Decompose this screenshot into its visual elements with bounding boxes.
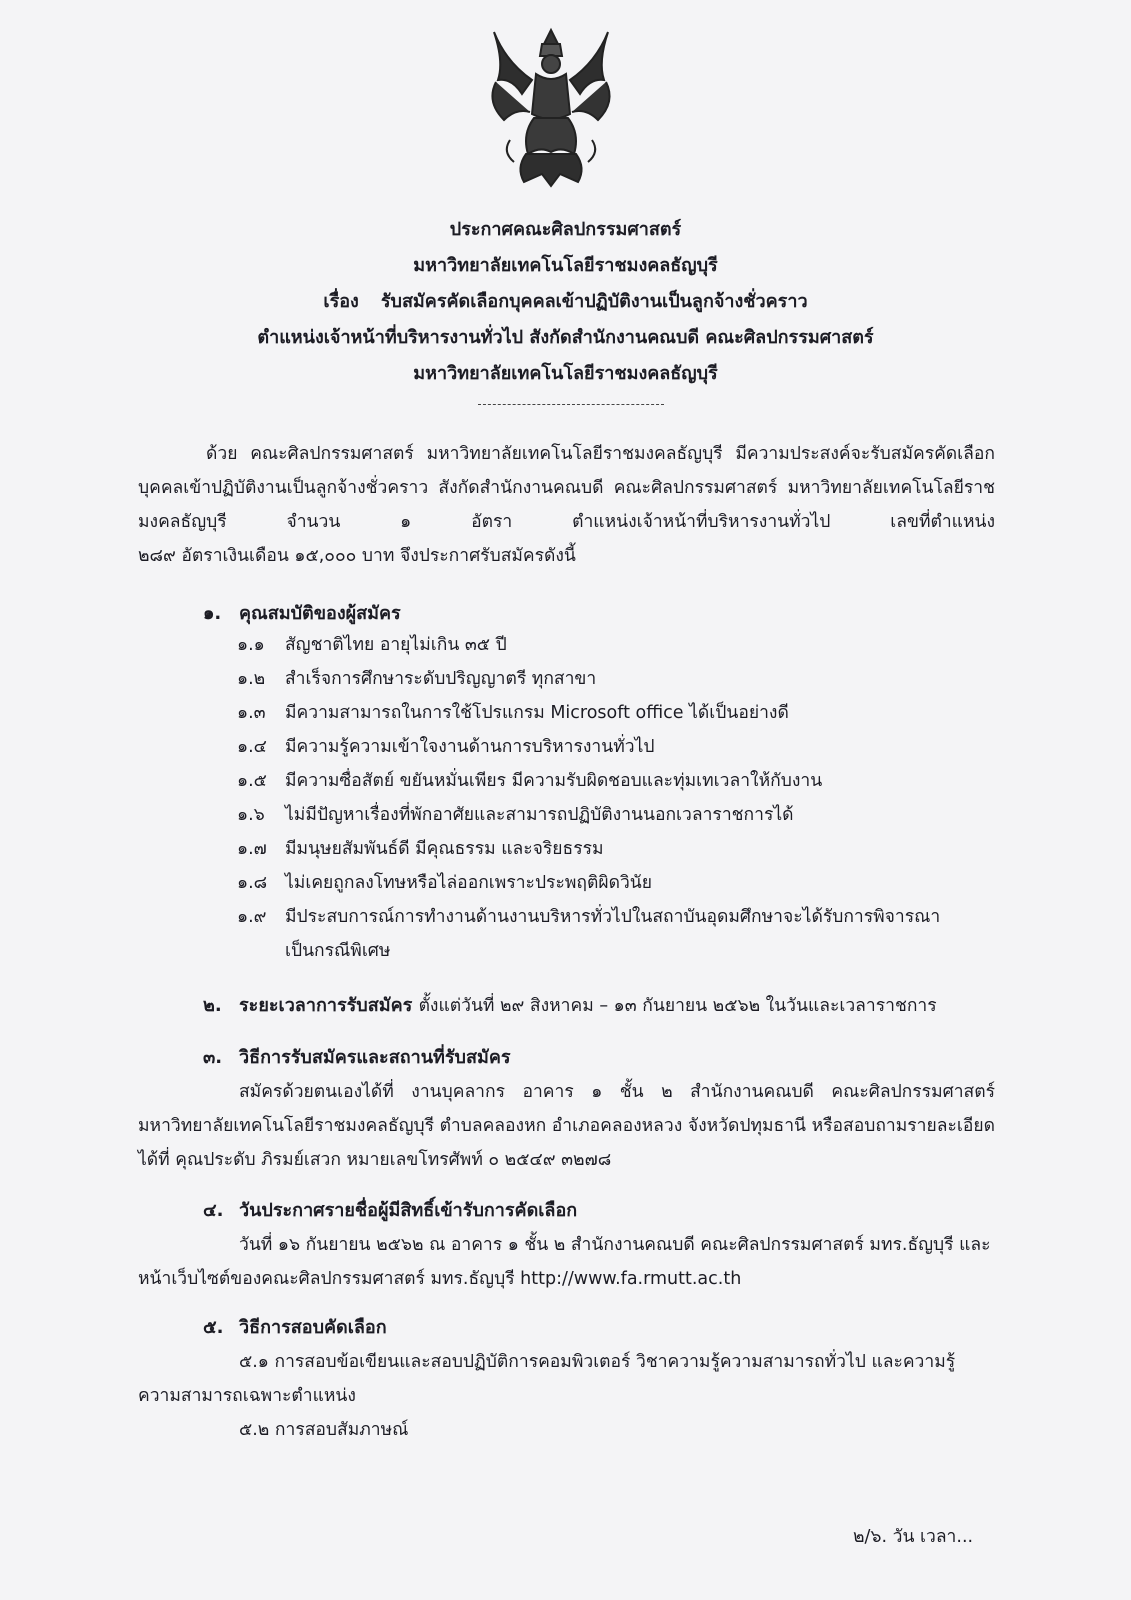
- qualification-item: [237, 628, 982, 662]
- item-text: มีมนุษยสัมพันธ์ดี มีคุณธรรม และจริยธรรม: [285, 839, 604, 859]
- item-number: ๑.๓: [237, 703, 266, 723]
- section-2-text: ตั้งแต่วันที่ ๒๙ สิงหาคม – ๑๓ กันยายน ๒๕๖๒ ในวันและเวลาราชการ: [418, 996, 937, 1016]
- item-text: สัญชาติไทย อายุไม่เกิน ๓๕ ปี: [285, 635, 507, 655]
- heading-announcement: ประกาศคณะศิลปกรรมศาสตร์: [449, 219, 682, 240]
- intro-paragraph: [138, 437, 995, 573]
- qualification-item: [237, 900, 982, 968]
- item-number: ๑.๒: [237, 669, 266, 689]
- qualification-item: [237, 832, 982, 866]
- divider: [478, 404, 664, 405]
- section-2-title: [203, 990, 1003, 1019]
- item-number: ๑.๖: [237, 805, 265, 825]
- section-4-number: ๔.: [203, 1200, 224, 1221]
- intro-text: ด้วย คณะศิลปกรรมศาสตร์ มหาวิทยาลัยเทคโนโลยีราชมงคลธัญบุรี มีความประสงค์จะรับสมัครคัดเลือกบุคคลเข้าปฏิบัติงานเป็นลูกจ้างชั่วคราว สังกัดสำนักงานคณบดี คณะศิลปกรรมศาสตร์ มหาวิทยาลัยเทคโนโลยีราชมงคลธัญบุรี จำนวน ๑ อัตรา ตำแหน่งเจ้าหน้าที่บริหารงานทั่วไป เลขที่ตำแหน่ง: [138, 444, 995, 532]
- item-text: ไม่มีปัญหาเรื่องที่พักอาศัยและสามารถปฏิบัติงานนอกเวลาราชการได้: [285, 805, 794, 825]
- item-number: ๑.๕: [237, 771, 267, 791]
- page-continuation: ๒/๖. วัน เวลา...: [853, 1527, 974, 1547]
- section-3-label: วิธีการรับสมัครและสถานที่รับสมัคร: [239, 1047, 511, 1068]
- garuda-emblem: [476, 22, 626, 190]
- section-3-title: [203, 1042, 511, 1071]
- section-5-title: [203, 1312, 387, 1341]
- item-text: มีความรู้ความเข้าใจงานด้านการบริหารงานทั่วไป: [285, 737, 655, 757]
- section-5-number: ๕.: [203, 1317, 224, 1338]
- item-text-continued: เป็นกรณีพิเศษ: [285, 941, 391, 961]
- item-text: ไม่เคยถูกลงโทษหรือไล่ออกเพราะประพฤติผิดวินัย: [285, 873, 653, 893]
- subject-label: เรื่อง: [323, 291, 359, 312]
- section-4-label: วันประกาศรายชื่อผู้มีสิทธิ์เข้ารับการคัดเลือก: [239, 1200, 578, 1221]
- item-number: ๑.๗: [237, 839, 267, 859]
- item-text: มีความซื่อสัตย์ ขยันหมั่นเพียร มีความรับผิดชอบและทุ่มเทเวลาให้กับงาน: [285, 771, 823, 791]
- section-1-number: ๑.: [203, 603, 222, 624]
- heading-position: ตำแหน่งเจ้าหน้าที่บริหารงานทั่วไป สังกัดสำนักงานคณบดี คณะศิลปกรรมศาสตร์: [257, 327, 874, 348]
- heading-subject: [120, 284, 1011, 320]
- item-number: ๑.๔: [237, 737, 267, 757]
- subject-text: รับสมัครคัดเลือกบุคคลเข้าปฏิบัติงานเป็นลูกจ้างชั่วคราว: [380, 291, 808, 312]
- section-3-number: ๓.: [203, 1047, 223, 1068]
- section-2-label: ระยะเวลาการรับสมัคร: [239, 995, 413, 1016]
- section-4-text: วันที่ ๑๖ กันยายน ๒๕๖๒ ณ อาคาร ๑ ชั้น ๒ สำนักงานคณบดี คณะศิลปกรรมศาสตร์ มทร.ธัญบุรี และ หน้าเว็บไซต์ของคณะศิลปกรรมศาสตร์ มทร.ธัญบุรี http://www.fa.rmutt.ac.th: [138, 1235, 991, 1289]
- heading-university-2: มหาวิทยาลัยเทคโนโลยีราชมงคลธัญบุรี: [413, 363, 718, 384]
- section-2-number: ๒.: [203, 995, 222, 1016]
- item-number: ๑.๑: [237, 635, 265, 655]
- item-number: ๑.๙: [237, 907, 267, 927]
- qualification-item: [237, 662, 982, 696]
- item-number: ๑.๘: [237, 873, 268, 893]
- section-4-title: [203, 1195, 577, 1224]
- section-5-item-2: ๕.๒ การสอบสัมภาษณ์: [239, 1420, 409, 1440]
- qualification-item: [237, 764, 982, 798]
- heading-university: มหาวิทยาลัยเทคโนโลยีราชมงคลธัญบุรี: [413, 255, 718, 276]
- section-1-title: [203, 598, 401, 627]
- section-5-item-1: ๕.๑ การสอบข้อเขียนและสอบปฏิบัติการคอมพิวเตอร์ วิชาความรู้ความสามารถทั่วไป และความรู้ความสามารถเฉพาะตำแหน่ง: [138, 1352, 956, 1406]
- qualification-item: [237, 696, 982, 730]
- item-text: มีความสามารถในการใช้โปรแกรม Microsoft office ได้เป็นอย่างดี: [285, 703, 789, 723]
- qualification-item: [237, 730, 982, 764]
- section-5-label: วิธีการสอบคัดเลือก: [239, 1317, 387, 1338]
- intro-tail: ๒๘๙ อัตราเงินเดือน ๑๕,๐๐๐ บาท จึงประกาศรับสมัครดังนี้: [138, 546, 576, 566]
- qualification-item: [237, 798, 982, 832]
- item-text: มีประสบการณ์การทำงานด้านงานบริหารทั่วไปในสถาบันอุดมศึกษาจะได้รับการพิจารณา: [285, 907, 941, 927]
- section-1-label: คุณสมบัติของผู้สมัคร: [239, 603, 401, 624]
- section-3-text: สมัครด้วยตนเองได้ที่ งานบุคลากร อาคาร ๑ ชั้น ๒ สำนักงานคณบดี คณะศิลปกรรมศาสตร์ มหาวิทยาลัยเทคโนโลยีราชมงคลธัญบุรี ตำบลคลองหก อำเภอคลองหลวง จังหวัดปทุมธานี หรือสอบถามรายละเอียดได้ที่ คุณประดับ ภิรมย์เสวก หมายเลขโทรศัพท์ ๐ ๒๕๔๙ ๓๒๗๘: [138, 1082, 995, 1170]
- item-text: สำเร็จการศึกษาระดับปริญญาตรี ทุกสาขา: [285, 669, 597, 689]
- qualification-item: [237, 866, 982, 900]
